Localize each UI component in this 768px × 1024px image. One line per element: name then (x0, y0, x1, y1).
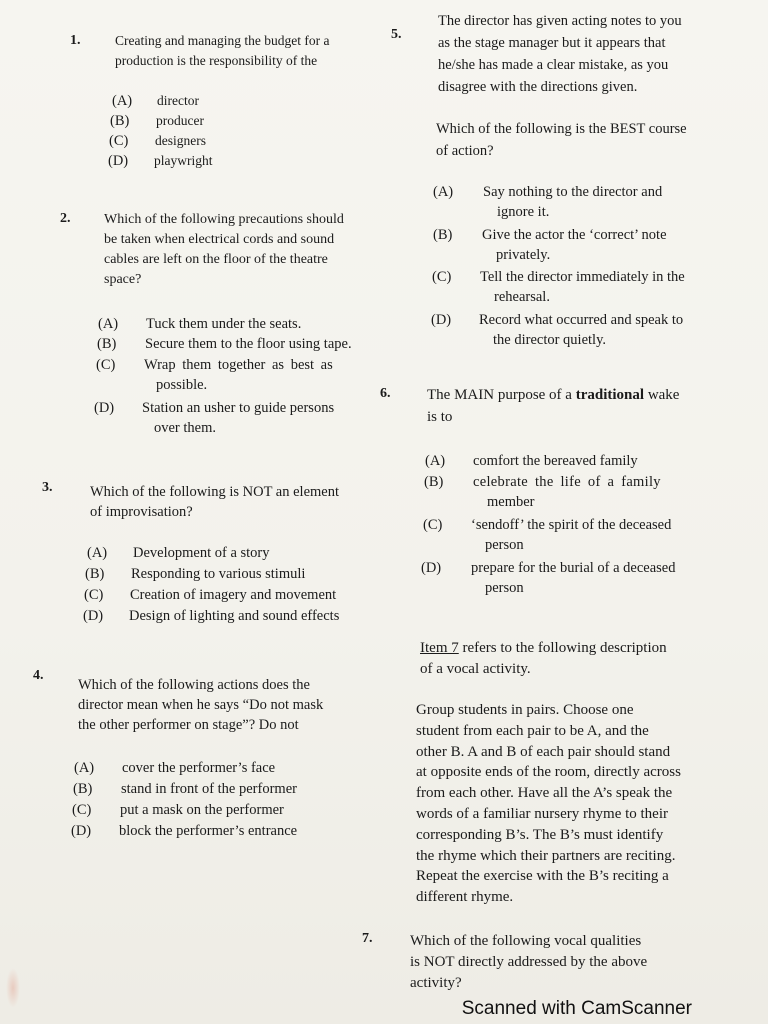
option-label: (B) (97, 336, 117, 352)
option-text: block the performer’s entrance (119, 823, 298, 839)
stem-line: space? (104, 272, 142, 287)
description-line: the rhyme which their partners are reciting. (416, 847, 676, 864)
question-6 (380, 380, 768, 610)
question-5 (380, 0, 768, 360)
option-label: (C) (84, 587, 104, 603)
option-text: cover the performer’s face (122, 760, 276, 776)
question-number: 2. (60, 211, 71, 226)
option-text-line: ‘sendoff’ the spirit of the deceased (471, 517, 672, 533)
vocal-activity-description (416, 700, 761, 908)
option-text-line: person (485, 537, 524, 553)
option-text (471, 515, 756, 555)
option-label: (B) (110, 113, 130, 129)
question-prompt (436, 118, 761, 162)
item-7-intro (420, 638, 760, 680)
question-stem (78, 675, 368, 735)
option-a[interactable] (425, 451, 755, 471)
stem-line: cables are left on the floor of the theatre (104, 252, 328, 267)
option-text (144, 355, 354, 395)
option-c[interactable] (84, 585, 359, 605)
stem-line: Which of the following vocal qualities (410, 933, 642, 949)
option-label: (D) (94, 400, 115, 416)
question-stem (104, 210, 374, 290)
prompt-line: Which of the following is the BEST course (436, 121, 687, 137)
stem-line: of improvisation? (90, 504, 193, 520)
description-line: other B. A and B of each pair should stand (416, 743, 671, 760)
stem-line: Creating and managing the budget for a (115, 33, 330, 48)
question-7 (362, 925, 768, 1005)
option-label: (A) (425, 453, 446, 469)
option-label: (C) (109, 133, 129, 149)
option-label: (B) (433, 227, 453, 243)
option-text: Development of a story (133, 545, 270, 561)
question-number: 7. (362, 931, 373, 946)
option-text: put a mask on the performer (120, 802, 284, 818)
item-reference: Item 7 (420, 640, 459, 656)
option-text: Creation of imagery and movement (130, 587, 337, 603)
option-label: (A) (98, 316, 119, 332)
option-text-line: Record what occurred and speak to (479, 312, 684, 328)
option-d[interactable] (83, 606, 363, 626)
intro-line (420, 638, 760, 659)
option-label: (C) (96, 357, 116, 373)
option-label: (A) (74, 760, 95, 776)
stem-line: he/she has made a clear mistake, as you (438, 57, 669, 73)
option-label: (D) (71, 823, 92, 839)
stem-line: Which of the following actions does the (78, 677, 310, 693)
option-c[interactable] (109, 131, 359, 151)
description-line: student from each pair to be A, and the (416, 722, 649, 739)
question-stem (438, 10, 763, 98)
option-text-line: member (487, 494, 535, 510)
option-c[interactable] (423, 515, 753, 557)
stem-line (427, 384, 757, 406)
option-c[interactable] (72, 800, 342, 820)
option-text-line: Say nothing to the director and (483, 184, 663, 200)
option-text (479, 310, 764, 350)
option-d[interactable] (421, 558, 751, 600)
question-stem (115, 31, 375, 71)
option-text-line: Wrap them together as best as (144, 357, 333, 373)
option-label: (A) (433, 184, 454, 200)
prompt-line: of action? (436, 143, 494, 159)
stem-text: The MAIN purpose of a (427, 387, 576, 403)
option-d[interactable] (71, 821, 341, 841)
option-text: Tuck them under the seats. (146, 316, 302, 332)
question-stem (90, 482, 365, 522)
question-number: 5. (391, 27, 402, 42)
option-text-line: Station an usher to guide persons (142, 400, 335, 416)
option-label: (B) (85, 566, 105, 582)
question-4 (0, 665, 380, 855)
option-text-line: rehearsal. (494, 289, 550, 305)
description-line: at opposite ends of the room, directly across (416, 764, 681, 781)
option-text: playwright (154, 153, 213, 168)
option-label: (C) (72, 802, 92, 818)
option-text: Design of lighting and sound effects (129, 608, 340, 624)
option-c[interactable] (96, 355, 366, 395)
option-text: comfort the bereaved family (473, 453, 638, 469)
description-line: from each other. Have all the A’s speak the (416, 785, 673, 802)
option-b[interactable] (424, 472, 754, 514)
stem-line: disagree with the directions given. (438, 79, 638, 95)
option-b[interactable] (433, 225, 763, 267)
option-label: (B) (73, 781, 93, 797)
option-label: (C) (432, 269, 452, 285)
option-label: (D) (421, 560, 442, 576)
option-text-line: over them. (154, 420, 217, 436)
option-text-line: ignore it. (497, 204, 550, 220)
option-label: (D) (83, 608, 104, 624)
question-number: 1. (70, 33, 81, 48)
question-number: 6. (380, 386, 391, 401)
intro-line: of a vocal activity. (420, 661, 531, 677)
option-a[interactable] (74, 758, 344, 778)
option-b[interactable] (97, 334, 367, 354)
option-d[interactable] (108, 151, 358, 171)
intro-text: refers to the following description (458, 640, 667, 656)
option-text-line: person (485, 580, 524, 596)
option-d[interactable] (431, 310, 761, 352)
option-a[interactable] (112, 91, 362, 111)
option-text (480, 267, 765, 307)
description-line: different rhyme. (416, 889, 514, 906)
stem-emphasis: traditional (575, 387, 645, 403)
stem-line: is NOT directly addressed by the above (410, 954, 648, 970)
option-label: (D) (431, 312, 452, 328)
option-text (142, 398, 357, 438)
option-text: producer (156, 113, 204, 128)
option-text (471, 558, 756, 598)
option-text-line: privately. (496, 247, 551, 263)
scanner-watermark: Scanned with CamScanner (461, 998, 692, 1019)
option-text: director (157, 93, 199, 108)
option-text-line: the director quietly. (493, 332, 607, 348)
question-stem (427, 384, 757, 428)
option-text: Responding to various stimuli (131, 566, 306, 582)
question-number: 3. (42, 480, 53, 495)
question-2 (0, 200, 380, 440)
question-1 (0, 0, 380, 180)
option-text-line: possible. (156, 377, 208, 393)
option-a[interactable] (87, 543, 357, 563)
option-text (483, 182, 763, 222)
option-label: (D) (108, 153, 129, 169)
description-line: Group students in pairs. Choose one (416, 702, 634, 718)
option-b[interactable] (85, 564, 355, 584)
option-a[interactable] (433, 182, 763, 224)
option-text-line: prepare for the burial of a deceased (471, 560, 676, 576)
option-text: Secure them to the floor using tape. (145, 336, 352, 352)
option-text: designers (155, 133, 206, 148)
option-d[interactable] (94, 398, 364, 438)
option-text-line: celebrate the life of a family (473, 474, 661, 490)
description-line: words of a familiar nursery rhyme to their (416, 805, 669, 822)
description-line: Repeat the exercise with the B’s reciting a (416, 868, 669, 885)
option-text (482, 225, 762, 265)
option-text-line: Tell the director immediately in the (480, 269, 685, 285)
stem-line: the other performer on stage”? Do not (78, 717, 299, 733)
option-label: (B) (424, 474, 444, 490)
question-3 (0, 470, 380, 640)
option-text (473, 472, 753, 512)
option-c[interactable] (432, 267, 762, 309)
stem-line: production is the responsibility of the (115, 53, 318, 68)
option-b[interactable] (73, 779, 343, 799)
option-label: (A) (112, 93, 133, 109)
question-number: 4. (33, 668, 44, 683)
stem-text: wake (644, 387, 680, 403)
option-b[interactable] (110, 111, 360, 131)
stem-line: director mean when he says “Do not mask (78, 697, 324, 713)
stem-line: The director has given acting notes to you (438, 13, 682, 29)
stem-line: be taken when electrical cords and sound (104, 232, 335, 247)
option-label: (A) (87, 545, 108, 561)
question-stem (410, 931, 750, 994)
stem-line: Which of the following is NOT an element (90, 484, 339, 500)
stem-line: as the stage manager but it appears that (438, 35, 666, 51)
scan-smudge (6, 968, 20, 1008)
stem-line: is to (427, 409, 453, 425)
option-a[interactable] (98, 314, 368, 334)
stem-line: Which of the following precautions should (104, 212, 344, 227)
option-text-line: Give the actor the ‘correct’ note (482, 227, 667, 243)
option-text: stand in front of the performer (121, 781, 297, 797)
option-label: (C) (423, 517, 443, 533)
stem-line: activity? (410, 975, 462, 991)
description-line: corresponding B’s. The B’s must identify (416, 826, 664, 843)
